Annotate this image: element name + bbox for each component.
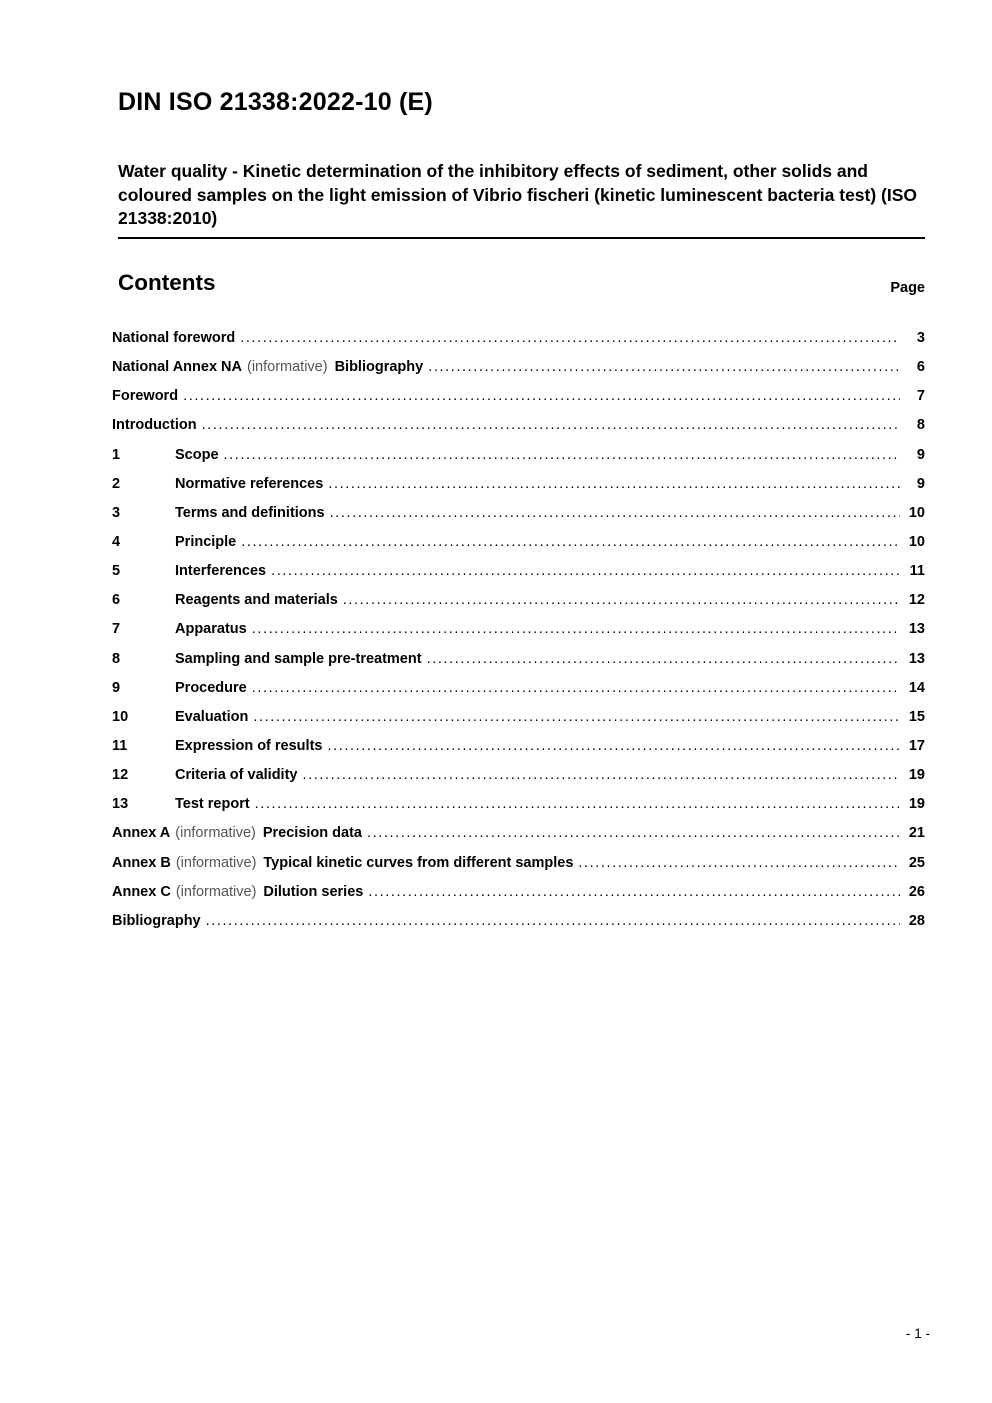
toc-dot-leader: [241, 534, 900, 550]
toc-dot-leader: [343, 592, 900, 608]
toc-entry-prefix: Annex A: [112, 825, 171, 842]
footer-page-number: - 1 -: [905, 1326, 930, 1341]
toc-entry-label: [175, 767, 297, 783]
toc-entry-number: 7: [112, 621, 121, 638]
toc-entry-title: Test report: [175, 796, 250, 813]
toc-entry-title: Precision data: [262, 825, 362, 842]
toc-entry: [112, 709, 925, 738]
toc-entry-page: 10: [908, 533, 925, 550]
toc-dot-leader: [252, 621, 900, 637]
toc-entry-label: [175, 621, 247, 637]
toc-entry-label: [112, 825, 362, 841]
toc-entry-informative: (informative): [175, 883, 257, 900]
toc-entry-prefix: Annex B: [112, 854, 171, 871]
toc-entry-label: [112, 330, 235, 346]
toc-entry-page: 15: [908, 708, 925, 725]
toc-entry-label: [112, 388, 178, 404]
toc-entry-title: Dilution series: [263, 883, 364, 900]
toc-dot-leader: [255, 796, 900, 812]
toc-entry-label: [112, 359, 423, 375]
toc-entry-label: [112, 884, 363, 900]
toc-entry-label: [175, 447, 219, 463]
toc-entry-label: [175, 796, 250, 812]
toc-entry-number: 3: [112, 504, 121, 521]
page-column-label: Page: [890, 280, 925, 296]
toc-entry-page: 9: [916, 475, 925, 492]
toc-entry: [112, 621, 925, 650]
toc-entry: [112, 738, 925, 767]
toc-entry-page: 26: [908, 883, 925, 900]
toc-entry: [112, 651, 925, 680]
toc-entry-number: 11: [112, 737, 128, 754]
toc-entry-number: 13: [112, 796, 129, 813]
toc-dot-leader: [240, 330, 900, 346]
toc-entry-number: 12: [112, 767, 129, 784]
toc-entry-page: 25: [908, 854, 925, 871]
toc-entry-label: [112, 913, 201, 929]
toc-entry-page: 13: [908, 621, 925, 638]
toc-dot-leader: [327, 738, 900, 754]
toc-entry-number: 9: [112, 679, 121, 696]
toc-entry: [112, 476, 925, 505]
contents-header-row: [118, 270, 925, 296]
toc-dot-leader: [183, 388, 900, 404]
toc-dot-leader: [578, 855, 900, 871]
toc-entry-label: [175, 592, 338, 608]
document-title: DIN ISO 21338:2022-10 (E): [118, 88, 433, 116]
toc-entry: [112, 855, 925, 884]
toc-entry-page: 19: [908, 767, 925, 784]
toc-entry-number: 4: [112, 533, 121, 550]
toc-entry-prefix: Foreword: [112, 388, 179, 405]
toc-entry-title: Criteria of validity: [175, 767, 298, 784]
toc-dot-leader: [271, 563, 900, 579]
toc-entry: [112, 884, 925, 913]
toc-entry-label: [175, 680, 247, 696]
toc-entry-informative: (informative): [246, 359, 328, 376]
toc-entry: [112, 388, 925, 417]
toc-entry-title: Evaluation: [175, 708, 249, 725]
toc-entry-title: Expression of results: [175, 737, 323, 754]
toc-entry-page: 28: [908, 912, 925, 929]
toc-entry-title: Terms and definitions: [175, 504, 325, 521]
toc-entry-title: Principle: [175, 533, 237, 550]
toc-entry-page: 11: [909, 563, 925, 580]
toc-entry-title: Procedure: [175, 679, 247, 696]
toc-entry-title: Sampling and sample pre-treatment: [175, 650, 422, 667]
toc-dot-leader: [252, 680, 900, 696]
toc-entry-label: [175, 476, 323, 492]
toc-entry: [112, 534, 925, 563]
toc-entry-title: Reagents and materials: [175, 592, 338, 609]
toc-entry-informative: (informative): [175, 825, 256, 842]
toc-entry: [112, 913, 925, 942]
toc-dot-leader: [202, 417, 900, 433]
toc-entry: [112, 505, 925, 534]
toc-entry-title: Normative references: [175, 475, 324, 492]
toc-entry-label: [175, 651, 422, 667]
toc-entry-title: Bibliography: [334, 359, 424, 376]
toc-entry: [112, 680, 925, 709]
toc-entry-number: 1: [112, 446, 121, 463]
toc-entry-label: [175, 738, 322, 754]
toc-entry-prefix: Introduction: [112, 417, 197, 434]
toc-entry-label: [112, 855, 573, 871]
toc-entry-number: 6: [112, 592, 121, 609]
toc-entry: [112, 330, 925, 359]
toc-entry-label: [112, 417, 197, 433]
toc-entry-label: [175, 563, 266, 579]
table-of-contents: [112, 330, 925, 942]
contents-heading: Contents: [118, 270, 216, 295]
toc-entry: [112, 447, 925, 476]
toc-entry-label: [175, 505, 325, 521]
toc-entry-prefix: Bibliography: [112, 912, 201, 929]
toc-entry-title: Apparatus: [175, 621, 247, 638]
toc-entry-label: [175, 709, 248, 725]
toc-entry-page: 13: [908, 650, 925, 667]
toc-entry-page: 8: [916, 417, 925, 434]
toc-dot-leader: [367, 825, 900, 841]
toc-entry: [112, 767, 925, 796]
toc-entry-prefix: National Annex NA: [112, 359, 242, 376]
toc-entry: [112, 563, 925, 592]
toc-entry-informative: (informative): [175, 854, 257, 871]
toc-dot-leader: [368, 884, 900, 900]
toc-entry-page: 14: [908, 679, 925, 696]
toc-dot-leader: [206, 913, 900, 929]
toc-entry-page: 12: [908, 592, 925, 609]
toc-entry-title: Scope: [175, 446, 219, 463]
toc-entry: [112, 825, 925, 854]
toc-entry-page: 10: [908, 504, 925, 521]
toc-entry-title: Typical kinetic curves from different samples: [263, 854, 574, 871]
toc-dot-leader: [428, 359, 900, 375]
toc-dot-leader: [302, 767, 900, 783]
toc-entry-number: 10: [112, 708, 129, 725]
toc-entry-page: 21: [908, 825, 925, 842]
toc-entry: [112, 417, 925, 446]
toc-dot-leader: [330, 505, 900, 521]
toc-entry-number: 5: [112, 563, 121, 580]
toc-entry: [112, 592, 925, 621]
toc-entry-page: 17: [908, 737, 925, 754]
toc-entry: [112, 359, 925, 388]
toc-entry-page: 9: [916, 446, 925, 463]
toc-entry-page: 6: [916, 359, 925, 376]
toc-entry-page: 19: [908, 796, 925, 813]
toc-entry-page: 3: [916, 330, 925, 346]
toc-entry-label: [175, 534, 236, 550]
toc-dot-leader: [427, 651, 900, 667]
toc-entry-title: Interferences: [175, 563, 267, 580]
toc-entry-number: 8: [112, 650, 121, 667]
document-subtitle: Water quality - Kinetic determination of the inhibitory effects of sediment, other solids and coloured samples on the light emission of Vibrio fischeri (kinetic luminescent bacteria test) (ISO 21338:2010): [118, 160, 925, 239]
toc-entry-prefix: Annex C: [112, 883, 171, 900]
toc-entry-page: 7: [916, 388, 925, 405]
toc-entry-prefix: National foreword: [112, 330, 236, 346]
toc-dot-leader: [224, 447, 900, 463]
toc-entry-number: 2: [112, 475, 121, 492]
toc-dot-leader: [253, 709, 900, 725]
toc-entry: [112, 796, 925, 825]
toc-dot-leader: [328, 476, 900, 492]
